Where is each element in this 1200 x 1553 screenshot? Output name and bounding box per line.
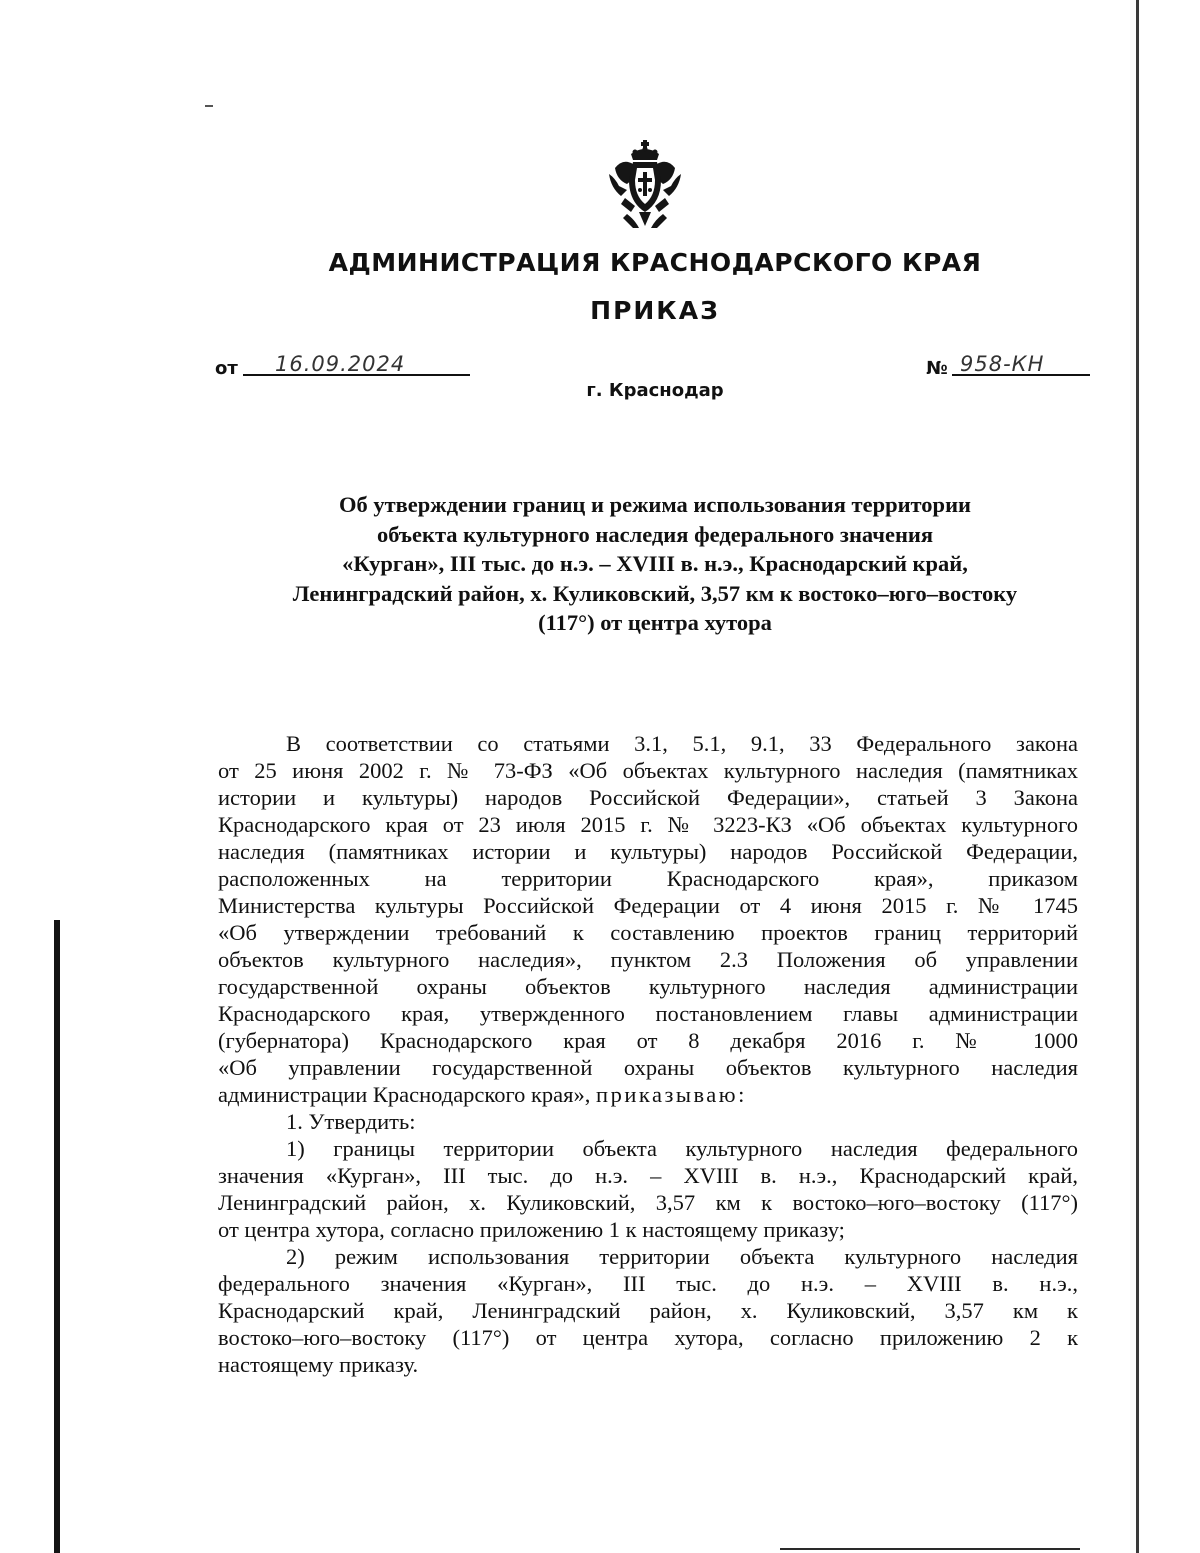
body-line: Краснодарского края, утвержденного постановлением главы администрации: [218, 1001, 1078, 1026]
subject-line: объекта культурного наследия федерального значения: [376, 521, 934, 547]
body-line: истории и культуры) народов Российской Федерации», статьей 3 Закона: [218, 785, 1078, 810]
subject-line: «Курган», III тыс. до н.э. – XVIII в. н.э., Краснодарский край,: [342, 551, 968, 576]
scan-edge: [54, 920, 60, 1553]
scan-edge: [780, 1548, 1080, 1550]
body-text: администрации Краснодарского края»,: [218, 1082, 597, 1107]
body-line: «Об управлении государственной охраны объектов культурного наследия: [218, 1055, 1078, 1080]
subject-line: Ленинградский район, х. Куликовский, 3,57 км к востоко–юго–востоку: [292, 580, 1018, 606]
body-line: от 25 июня 2002 г. № 73-ФЗ «Об объектах культурного наследия (памятниках: [218, 758, 1078, 783]
subject-line: Об утверждении границ и режима использования территории: [338, 492, 972, 517]
body-line: Министерства культуры Российской Федерации от 4 июня 2015 г. № 1745: [218, 893, 1078, 918]
body-line: федерального значения «Курган», III тыс. до н.э. – XVIII в. н.э.,: [218, 1271, 1078, 1296]
order-item: 1. Утвердить:: [286, 1109, 416, 1134]
body-line: (губернатора) Краснодарского края от 8 декабря 2016 г. № 1000: [218, 1028, 1078, 1053]
body-line: «Об утверждении требований к составлению проектов границ территорий: [218, 920, 1078, 945]
body-line: настоящему приказу.: [218, 1352, 419, 1377]
body-line: государственной охраны объектов культурного наследия администрации: [218, 974, 1078, 999]
body-line: В соответствии со статьями 3.1, 5.1, 9.1, 33 Федерального закона: [286, 731, 1078, 756]
scan-edge: [1136, 0, 1139, 1553]
body-line: Краснодарский край, Ленинградский район, х. Куликовский, 3,57 км к: [218, 1298, 1078, 1323]
body-line: Краснодарского края от 23 июля 2015 г. № 3223-КЗ «Об объектах культурного: [218, 812, 1078, 837]
body-line: объектов культурного наследия», пунктом 2.3 Положения об управлении: [218, 947, 1078, 972]
body-line: 1) границы территории объекта культурного наследия федерального: [286, 1136, 1078, 1161]
date-label: от: [215, 358, 238, 379]
organization-title: АДМИНИСТРАЦИЯ КРАСНОДАРСКОГО КРАЯ: [328, 248, 982, 277]
document-body: [218, 730, 1078, 1378]
scan-artifact: [205, 105, 213, 107]
body-line: от центра хутора, согласно приложению 1 к настоящему приказу;: [218, 1217, 845, 1242]
body-line: наследия (памятниках истории и культуры) народов Российской Федерации,: [218, 839, 1078, 864]
number-label: №: [926, 358, 948, 379]
body-line: значения «Курган», III тыс. до н.э. – XVIII в. н.э., Краснодарский край,: [218, 1163, 1078, 1188]
subject-line: (117°) от центра хутора: [538, 610, 772, 635]
document-number: 958-КН: [960, 352, 1045, 376]
order-verb: приказываю:: [596, 1082, 747, 1107]
body-line: Ленинградский район, х. Куликовский, 3,57 км к востоко–юго–востоку (117°): [218, 1190, 1078, 1215]
body-line: 2) режим использования территории объекта культурного наследия: [286, 1244, 1078, 1269]
document-type: ПРИКАЗ: [590, 296, 720, 325]
body-line: расположенных на территории Краснодарского края», приказом: [218, 866, 1078, 891]
document-date: 16.09.2024: [275, 352, 406, 376]
body-line: [218, 1081, 1078, 1108]
issue-city: г. Краснодар: [586, 380, 724, 401]
document-subject: [215, 490, 1095, 638]
body-line: востоко–юго–востоку (117°) от центра хутора, согласно приложению 2 к: [218, 1325, 1078, 1350]
coat-of-arms-icon: [605, 140, 685, 230]
